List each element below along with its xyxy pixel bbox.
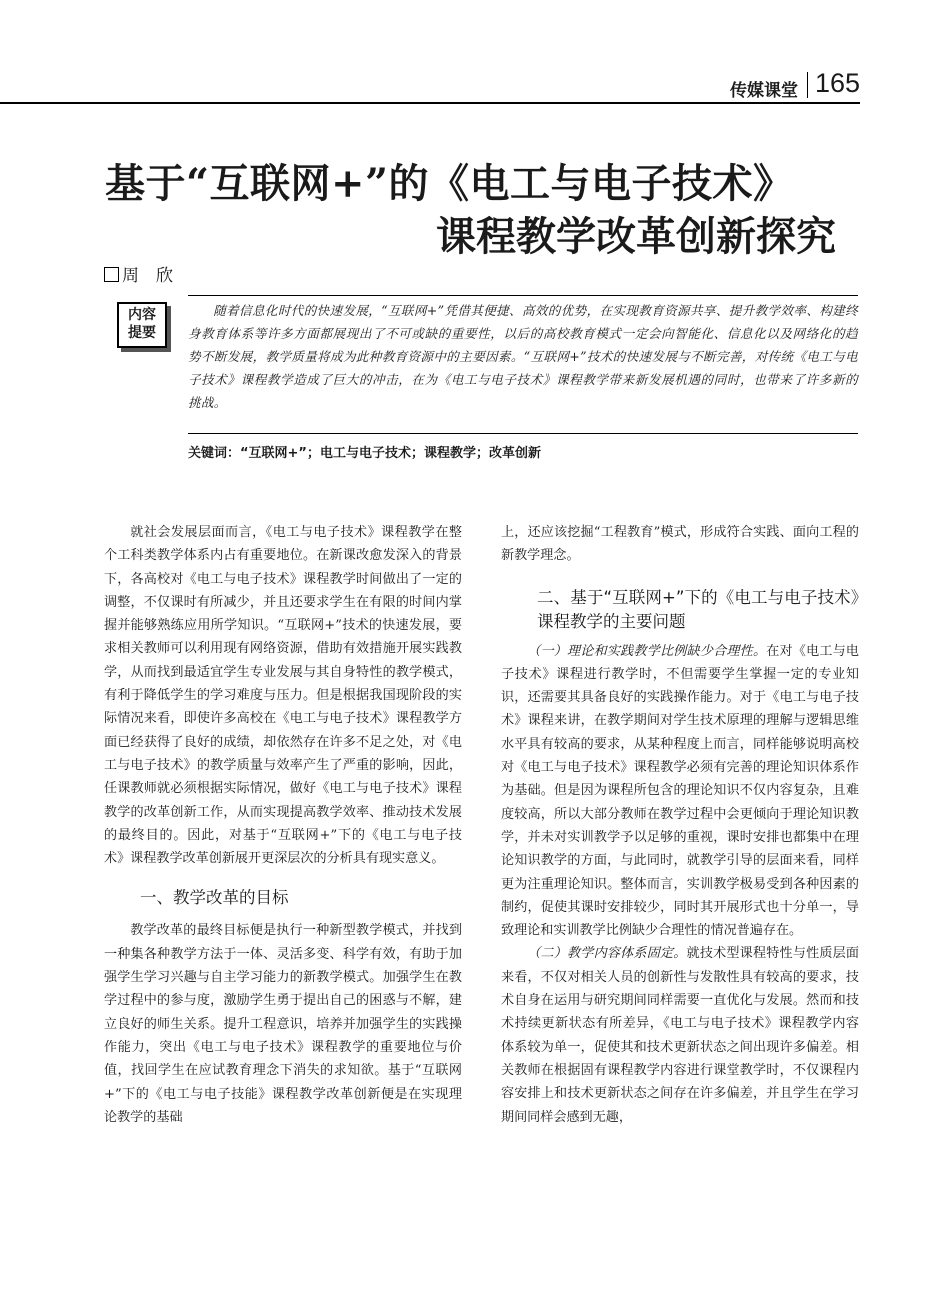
article-title-line1: 基于“互联网+”的《电工与电子技术》 [105,160,794,207]
right-column [501,521,859,1129]
section-heading-1: 一、教学改革的目标 [140,888,289,908]
right-paragraph-2 [501,942,859,1128]
right-paragraph-0: 上，还应该挖掘“工程教育”模式，形成符合实践、面向工程的新教学理念。 [501,525,859,564]
running-header [0,66,860,104]
header-divider [807,72,809,98]
right-paragraph-1-body: 在对《电工与电子技术》课程进行教学时，不但需要学生掌握一定的专业知识，还需要其具备良好的实践操作能力。对于《电工与电子技术》课程来讲，在教学期间对学生技术原理的理解与逻辑思维水平具有较高的要求，从某种程度上而言，同样能够说明高校对《电工与电子技术》课程教学必须有完善的理论知识体系作为基础。但是因为课程所包含的理论知识不仅内容复杂，且难度较高，所以大部分教师在教学过程中会更倾向于理论知识教学，并未对实训教学予以足够的重视，课时安排也都集中在理论知识教学的方面，与此同时，就教学引导的层面来看，同样更为注重理论知识。整体而言，实训教学极易受到各种因素的制约，促使其课时安排较少，同时其开展形式也十分单一，导致理论和实训教学比例缺少合理性的情况普遍存在。 [501,643,860,939]
subheading-1: （一）理论和实践教学比例缺少合理性。 [527,643,767,659]
abstract-top-rule [188,295,858,296]
author-box-icon [104,267,119,282]
article-title-line2: 课程教学改革创新探究 [436,213,836,260]
keywords: 关键词：“互联网+”；电工与电子技术；课程教学；改革创新 [188,446,541,461]
abstract-text: 随着信息化时代的快速发展，“互联网+”凭借其便捷、高效的优势，在实现教育资源共享、提升教学效率、构建终身教育体系等许多方面都展现出了不可或缺的重要性，以后的高校教育模式一定会向智能化、信息化以及网络化的趋势不断发展，教学质量将成为此种教育资源中的主要因素。“互联网+”技术的快速发展与不断完善，对传统《电工与电子技术》课程教学造成了巨大的冲击，在为《电工与电子技术》课程教学带来新发展机遇的同时，也带来了许多新的挑战。 [188,303,858,410]
left-paragraph-1: 就社会发展层面而言，《电工与电子技术》课程教学在整个工科类教学体系内占有重要地位。在新课改愈发深入的背景下，各高校对《电工与电子技术》课程教学时间做出了一定的调整，不仅课时有所减少，并且还要求学生在有限的时间内掌握并能够熟练应用所学知识。“互联网+”技术的快速发展，要求相关教师可以利用现有网络资源，借助有效措施开展实践教学，从而找到最适宜学生专业发展与其自身特性的教学模式，有利于降低学生的学习难度与压力。但是根据我国现阶段的实际情况来看，即使许多高校在《电工与电子技术》课程教学方面已经获得了良好的成绩，却依然存在许多不足之处，对《电工与电子技术》的教学质量与效率产生了严重的影响，因此，任课教师就必须根据实际情况，做好《电工与电子技术》课程教学的改革创新工作，从而实现提高教学效率、推动技术发展的最终目的。因此，对基于“互联网+”下的《电工与电子技术》课程教学改革创新展开更深层次的分析具有现实意义。 [104,525,462,867]
abstract-bottom-rule [188,433,858,434]
author-line [104,261,173,286]
author-name: 周 欣 [122,266,173,286]
section-heading-2: 二、基于“互联网+”下的《电工与电子技术》课程教学的主要问题 [537,587,859,631]
header-section-name: 传媒课堂 [730,81,798,101]
subheading-2: （二）教学内容体系固定。 [527,946,687,962]
right-paragraph-2-body: 就技术型课程特性与性质层面来看，不仅对相关人员的创新性与发散性具有较高的要求，技术自身在运用与研究期间同样需要一直优化与发展。然而和技术持续更新状态有所差异，《电工与电子技术》课程教学内容体系较为单一，促使其和技术更新状态之间出现许多偏差。相关教师在根据固有课程教学内容进行课堂教学时，不仅课程内容安排上和技术更新状态之间存在许多偏差，并且学生在学习期间同样会感到无趣， [501,946,859,1125]
right-paragraph-1 [501,640,859,943]
left-column [104,521,462,1129]
abstract-label-line2: 提要 [128,325,156,341]
abstract-label-line1: 内容 [128,307,156,323]
abstract-label [117,302,167,348]
page-number: 165 [814,68,860,98]
left-paragraph-2: 教学改革的最终目标便是执行一种新型教学模式，并找到一种集各种教学方法于一体、灵活多变、科学有效，有助于加强学生学习兴趣与自主学习能力的新教学模式。加强学生在教学过程中的参与度，激励学生勇于提出自己的困惑与不解，建立良好的师生关系。提升工程意识，培养并加强学生的实践操作能力，突出《电工与电子技术》课程教学的重要地位与价值，找回学生在应试教育理念下消失的求知欲。基于“互联网+”下的《电工与电子技能》课程教学改革创新便是在实现理论教学的基础 [104,923,462,1125]
